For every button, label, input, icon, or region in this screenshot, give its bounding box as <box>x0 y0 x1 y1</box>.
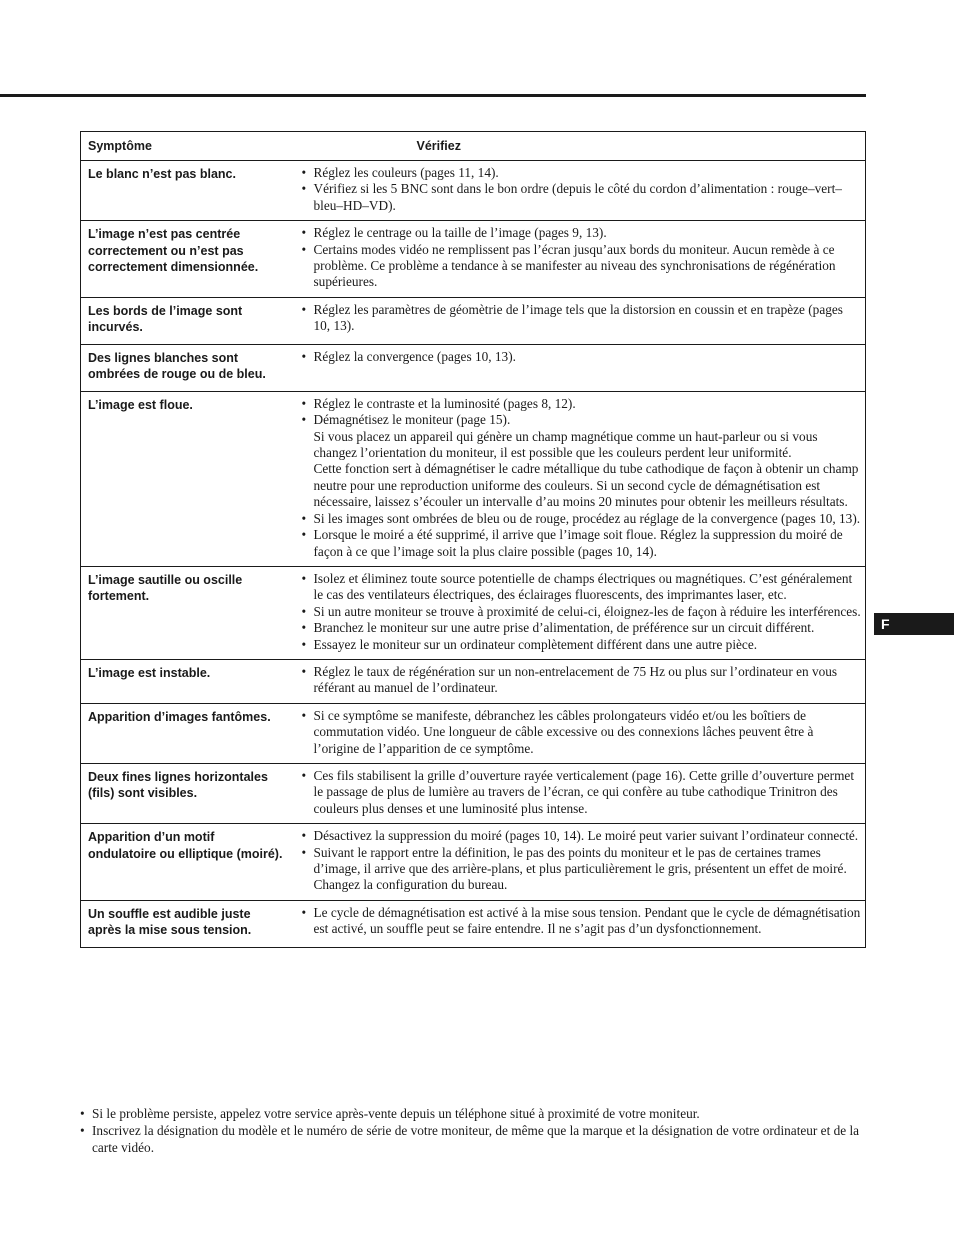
table-row <box>81 659 866 703</box>
check-cell <box>291 566 866 659</box>
footer-note: • Si le problème persiste, appelez votre service après-vente depuis un téléphone situé à proximité de votre moniteur. <box>80 1106 866 1123</box>
table-row <box>81 161 866 221</box>
check-item: • Réglez les couleurs (pages 11, 14). <box>302 165 862 181</box>
check-item: • Le cycle de démagnétisation est activé à la mise sous tension. Pendant que le cycle de démagnétisation est activé, un souffle peut se faire entendre. Il ne s’agit pas d’un dysfonctionnement. <box>302 905 862 938</box>
footer-note: • Inscrivez la désignation du modèle et le numéro de série de votre moniteur, de même que la marque et la désignation de votre ordinateur et de la carte vidéo. <box>80 1123 866 1157</box>
check-list <box>302 302 862 335</box>
table-row <box>81 391 866 566</box>
symptom-cell: Un souffle est audible juste après la mise sous tension. <box>81 900 291 947</box>
check-list <box>302 571 862 653</box>
check-cell <box>291 297 866 344</box>
symptom-cell: Apparition d’images fantômes. <box>81 703 291 763</box>
check-item: • Réglez les paramètres de géomètrie de l’image tels que la distorsion en coussin et en trapèze (pages 10, 13). <box>302 302 862 335</box>
table-header-row <box>81 132 866 161</box>
check-cell <box>291 900 866 947</box>
check-cell <box>291 391 866 566</box>
check-list <box>302 165 862 214</box>
check-item: • Branchez le moniteur sur une autre prise d’alimentation, de préférence sur un circuit différent. <box>302 620 862 636</box>
table-row <box>81 824 866 901</box>
check-item: • Réglez le centrage ou la taille de l’image (pages 9, 13). <box>302 225 862 241</box>
check-list <box>302 664 862 697</box>
check-item: • Réglez le taux de régénération sur un non-entrelacement de 75 Hz ou plus sur l’ordinateur en vous référant au manuel de l’ordinateur. <box>302 664 862 697</box>
table-row <box>81 703 866 763</box>
troubleshooting-table <box>80 131 866 948</box>
symptom-cell: L’image est floue. <box>81 391 291 566</box>
check-list <box>302 768 862 817</box>
check-item: • Désactivez la suppression du moiré (pages 10, 14). Le moiré peut varier suivant l’ordinateur connecté. <box>302 828 862 844</box>
language-tab: F <box>874 613 954 635</box>
table-row <box>81 344 866 391</box>
symptom-cell: L’image sautille ou oscille fortement. <box>81 566 291 659</box>
check-item: • Vérifiez si les 5 BNC sont dans le bon ordre (depuis le côté du cordon d’alimentation : rouge–vert–bleu–HD–VD). <box>302 181 862 214</box>
check-list <box>302 708 862 757</box>
check-item: • Ces fils stabilisent la grille d’ouverture rayée verticalement (page 16). Cette grille d’ouverture permet le passage de plus de lumière au travers de l’écran, ce qui confère au tube cathodique Trinitron des couleurs plus denses et une luminosité plus intense. <box>302 768 862 817</box>
check-cell <box>291 344 866 391</box>
check-cell <box>291 221 866 298</box>
table-row <box>81 566 866 659</box>
check-list <box>302 396 862 560</box>
symptom-cell: Apparition d’un motif ondulatoire ou elliptique (moiré). <box>81 824 291 901</box>
check-item: • Démagnétisez le moniteur (page 15). <box>302 412 862 428</box>
check-item: • Isolez et éliminez toute source potentielle de champs électriques ou magnétiques. C’est généralement le cas des ventilateurs électriques, des éclairages fluorescents, des imprimantes laser, etc. <box>302 571 862 604</box>
check-item: Si vous placez un appareil qui génère un champ magnétique comme un haut-parleur ou si vous changez l’orientation du moniteur, il est possible que les couleurs perdent leur uniformité. <box>313 428 818 461</box>
symptom-column-header: Symptôme <box>81 132 291 161</box>
footer-notes <box>80 1106 866 1156</box>
check-item: • Si un autre moniteur se trouve à proximité de celui-ci, éloignez-les de façon à réduire les interférences. <box>302 604 862 620</box>
check-item: • Réglez le contraste et la luminosité (pages 8, 12). <box>302 396 862 412</box>
check-cell <box>291 161 866 221</box>
check-list <box>302 349 862 365</box>
table-row <box>81 297 866 344</box>
check-item: • Essayez le moniteur sur un ordinateur complètement différent dans une autre pièce. <box>302 637 862 653</box>
table-body <box>81 161 866 948</box>
check-item: • Si les images sont ombrées de bleu ou de rouge, procédez au réglage de la convergence (pages 10, 13). <box>302 511 862 527</box>
table-row <box>81 763 866 823</box>
check-cell <box>291 824 866 901</box>
top-rule <box>0 94 866 97</box>
check-list <box>302 905 862 938</box>
symptom-cell: L’image n’est pas centrée correctement ou n’est pas correctement dimensionnée. <box>81 221 291 298</box>
check-item: Cette fonction sert à démagnétiser le cadre métallique du tube cathodique de façon à obtenir un champ neutre pour une reproduction uniforme des couleurs. Si un second cycle de démagnétisation est nécessaire, laissez s’écouler un intervalle d’au moins 20 minutes pour obtenir les meilleurs résultats. <box>313 461 859 510</box>
check-column-header: Vérifiez <box>291 132 866 161</box>
check-item: • Si ce symptôme se manifeste, débranchez les câbles prolongateurs vidéo et/ou les boîtiers de commutation vidéo. Une longueur de câble excessive ou des connexions lâches peuvent être à l’origine de l’apparition de ce symptôme. <box>302 708 862 757</box>
symptom-cell: Des lignes blanches sont ombrées de rouge ou de bleu. <box>81 344 291 391</box>
table-row <box>81 221 866 298</box>
check-cell <box>291 763 866 823</box>
check-cell <box>291 659 866 703</box>
check-list <box>302 828 862 894</box>
symptom-cell: Deux fines lignes horizontales (fils) sont visibles. <box>81 763 291 823</box>
check-list <box>302 225 862 291</box>
check-cell <box>291 703 866 763</box>
check-item: • Certains modes vidéo ne remplissent pas l’écran jusqu’aux bords du moniteur. Aucun remède à ce problème. Ce problème a tendance à se manifester au niveau des synchronisations de régénération supérieures. <box>302 242 862 291</box>
table-row <box>81 900 866 947</box>
check-item: • Réglez la convergence (pages 10, 13). <box>302 349 862 365</box>
check-item: • Suivant le rapport entre la définition, le pas des points du moniteur et le pas de certaines trames d’image, il arrive que des arrière-plans, et plus particulièrement le gris, présentent un effet de moiré. Changez la configuration du bureau. <box>302 845 862 894</box>
symptom-cell: L’image est instable. <box>81 659 291 703</box>
symptom-cell: Le blanc n’est pas blanc. <box>81 161 291 221</box>
check-item: • Lorsque le moiré a été supprimé, il arrive que l’image soit floue. Réglez la suppression du moiré de façon à ce que l’image soit la plus claire possible (pages 10, 14). <box>302 527 862 560</box>
symptom-cell: Les bords de l’image sont incurvés. <box>81 297 291 344</box>
